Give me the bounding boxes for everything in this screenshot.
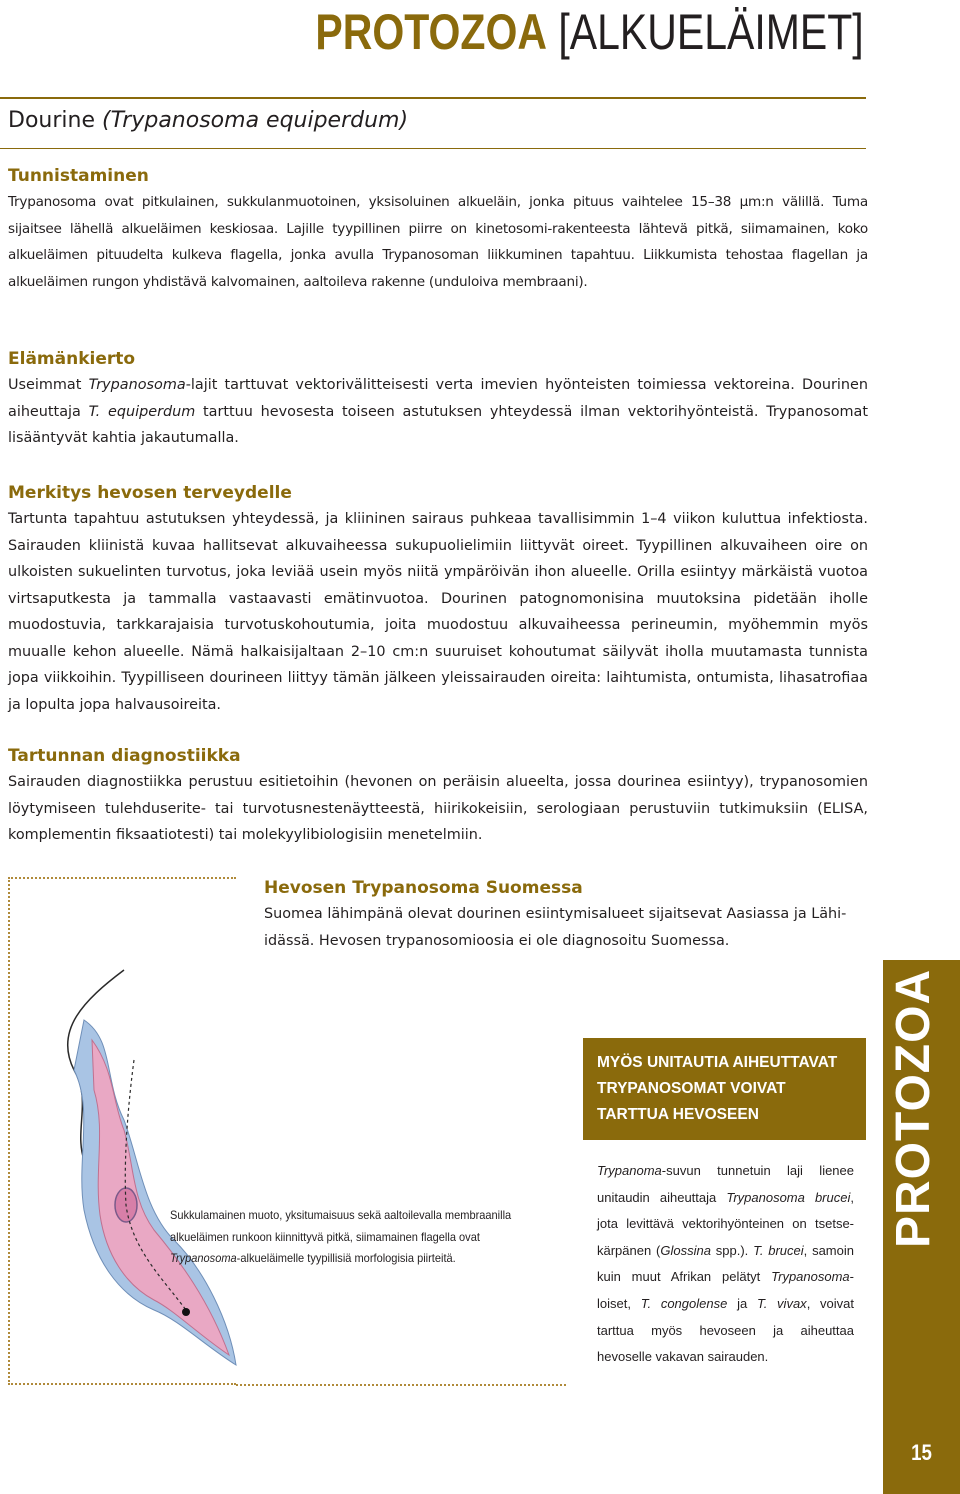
header-title-sub: [ALKUELÄIMET] [558,4,864,60]
section-paragraph: Tartunta tapahtuu astutuksen yhteydessä, ja kliininen sairaus puhkeaa tavallisimmin 1–4 viikon kuluttua infektiosta. Sairauden kliinistä kuvaa hallitsevat alkuvaiheessa sukupuolielimiin liittyvät oireet. Tyypillinen alkuvaiheen oire on ulkoisten sukuelinten turvotus, joka leviää usein myös niitä ympäröivän ihon alueelle. Orilla esiintyy märkäistä vuotoa virtsaputkesta ja tammalla vastaavasti emätinvuotoa. Dourinen patognomonisina muutoksina pidetään iholle muodostuvia, tarkkarajaisia turvotuskohoutumia, joita muodostuu alkuvaiheessa perineumin, myöhemmin myös muualle kehon alueelle. Nämä halkaisijaltaan 2–10 cm:n suuruiset kohoutumat säilyvät iholla muutamasta tunnista jopa viikkoihin. Tyypilliseen dourineen liittyy tämän jälkeen yleissairauden oireita: laihtumista, ontumista, lihasatrofiaa ja lopulta jopa halvausoireita. [8,511,868,713]
section-paragraph: Sairauden diagnostiikka perustuu esitietoihin (hevonen on peräisin alueelta, jossa dourinea esiintyy), trypanosomien löytymiseen tulehduserite- tai turvotusnestenäytteestä, hiirikokeisiin, serologiaan perustuviin tutkimuksiin (ELISA, komplementin fiksaatiotesti) tai molekyylibiologisiin menetelmiin. [8,774,868,843]
italic-run: Trypanosoma [771,1269,850,1285]
caption-italic: Trypanosoma [170,1251,237,1265]
paragraph-part: Liikkumista tehostaa flagellan ja alkueläimen rungon yhdistävä kalvomainen, aaltoileva rakenne (unduloiva membraani). [8,247,868,290]
section-heading: Tartunnan diagnostiikka [8,746,241,766]
text-run: spp.). [710,1242,754,1258]
section-heading: Elämänkierto [8,349,136,369]
section-elamankierto [8,346,868,452]
info-box-heading: Hevosen Trypanosoma Suomessa [264,878,583,898]
paragraph-part: Trypanosoma ovat pitkulainen, sukkulanmuotoinen, yksisoluinen alkueläin, jonka pituus vaihtelee 15–38 µm:n välillä. Tuma sijaitsee lähellä alkueläimen keskiosaa. Lajille tyypillinen piirre on kinetosomi-rakenteesta lähtevä pitkä, siimamainen, koko alkueläimen pituudelta kulkeva flagella, jonka avulla Trypanosoman liikkuminen tapahtuu. [8,194,868,263]
section-diagnostiikka [8,743,868,849]
document-title [8,108,408,133]
section-merkitys [8,480,868,718]
caption-text: Sukkulamainen muoto, yksitumaisuus sekä aaltoilevalla membraanilla alkueläimen runkoon kiinnittyvä pitkä, siimamainen flagella ovat [170,1208,512,1244]
section-tunnistaminen [8,163,868,295]
side-tab-gap [883,0,960,960]
page-number: 15 [911,1440,932,1465]
document-title-plain: Dourine [8,108,102,133]
sidebar-heading: MYÖS UNITAUTIA AIHEUTTAVAT TRYPANOSOMAT VOIVAT TARTTUA HEVOSEEN [583,1038,866,1140]
italic-run: Trypanosoma [88,377,186,393]
sidebar-box [583,1038,866,1371]
text-run: Useimmat [8,377,89,393]
text-run: , samoin kuin muut Afrikan pelätyt [597,1242,854,1285]
italic-run: T. brucei [753,1242,804,1258]
title-rule [0,148,866,149]
text-run: , voivat tarttua myös hevoseen ja aiheuttaa hevoselle vakavan sairauden. [597,1295,855,1365]
info-box-text: Suomea lähimpänä olevat dourinen esiintymisalueet sijaitsevat Aasiassa ja Lähi-idässä. Hevosen trypanosomioosia ei ole diagnosoitu Suomessa. [264,906,847,949]
italic-run: T. equiperdum [88,403,196,420]
page-header-title [316,4,864,60]
text-run: -loiset, [597,1269,854,1311]
section-heading: Merkitys hevosen terveydelle [8,483,292,503]
italic-run: T. congolense [640,1295,728,1311]
text-run: , jota levittävä vektorihyönteinen on tsetse-kärpänen ( [597,1189,854,1258]
side-label: PROTOZOA [887,968,940,1248]
italic-run: Glossina [660,1242,711,1258]
italic-run: Trypanosoma brucei [726,1189,851,1205]
kinetosome [182,1308,190,1316]
document-title-italic: (Trypanosoma equiperdum) [101,108,409,133]
sidebar-text [583,1140,866,1371]
italic-run: T. vivax [756,1295,807,1311]
caption-text: -alkueläimelle tyypillisiä morfologisia piirteitä. [236,1251,456,1265]
section-heading: Tunnistaminen [8,166,149,186]
illustration-frame-bottom [236,1384,566,1386]
italic-run: Trypanoma [597,1163,662,1178]
section-paragraph [8,372,868,452]
section-paragraph [8,189,868,295]
text-run: -suvun tunnetuin laji lienee unitaudin aiheuttaja [597,1163,854,1205]
text-run: ja [727,1295,757,1311]
header-title-main: PROTOZOA [315,4,548,60]
header-rule [0,97,866,99]
text-run: -lajit tarttuvat vektorivälitteisesti verta imevien hyönteisten toimiessa vektoreina. Dourinen aiheuttaja [8,377,868,420]
info-box-finland [264,875,868,954]
text-run: tarttuu hevosesta toiseen astutuksen yhteydessä ilman vektorihyönteistä. Trypanosomat lisääntyvät kahtia jakautumalla. [8,403,868,446]
trypanosoma-illustration [14,960,254,1380]
illustration-caption [170,1205,512,1270]
